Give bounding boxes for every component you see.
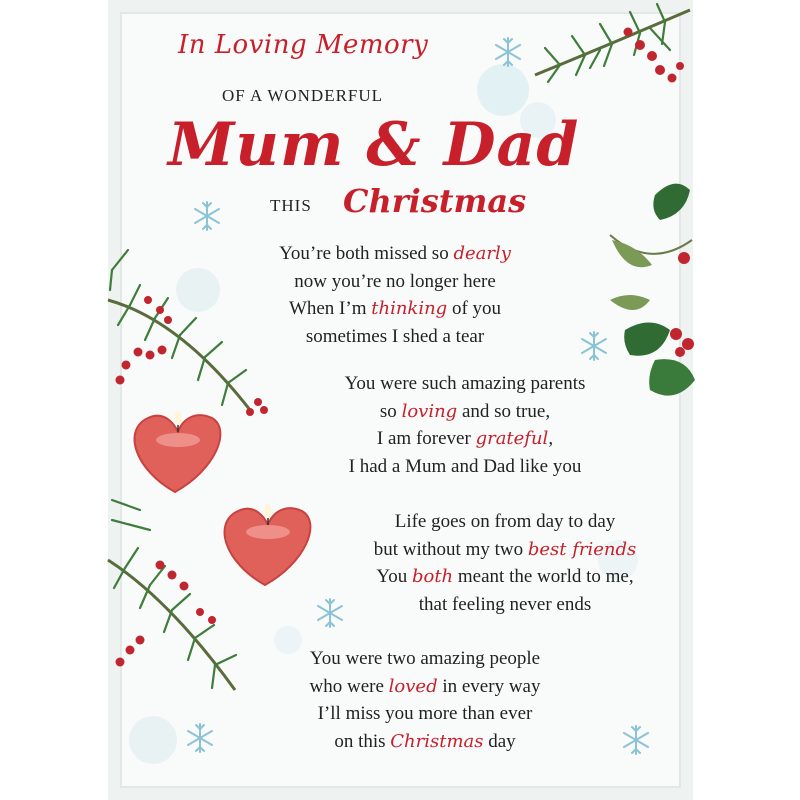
verse-2	[300, 370, 630, 480]
heading-christmas: Christmas	[343, 182, 527, 220]
heading-this: THIS	[270, 196, 312, 215]
verse-line: now you’re no longer here	[294, 270, 496, 292]
heading-in-loving-memory: In Loving Memory	[178, 30, 429, 60]
verse-line: so loving and so true,	[379, 400, 551, 422]
heart-candle-icon	[135, 411, 311, 585]
verse-line: but without my two best friends	[373, 538, 637, 560]
verse-4	[260, 645, 590, 755]
heading-mum-and-dad: Mum & Dad	[168, 110, 580, 180]
verse-line: I am forever grateful,	[376, 428, 554, 449]
verse-line: You both meant the world to me,	[376, 566, 634, 587]
heading-of-a-wonderful: OF A WONDERFUL	[222, 86, 384, 105]
holly-icon	[610, 184, 695, 396]
verse-1	[240, 240, 550, 350]
pine-branch-icon	[535, 4, 690, 83]
verse-line: Life goes on from day to day	[394, 511, 616, 532]
verse-line: sometimes I shed a tear	[305, 325, 485, 347]
verse-line: I had a Mum and Dad like you	[348, 455, 582, 477]
verse-3	[340, 508, 670, 618]
verse-line: that feeling never ends	[418, 593, 592, 615]
verse-line: who were loved in every way	[309, 675, 541, 697]
verse-line: You were such amazing parents	[344, 373, 586, 394]
verse-line: on this Christmas day	[334, 730, 516, 752]
verse-line: You were two amazing people	[309, 648, 541, 669]
verse-line: I’ll miss you more than ever	[317, 703, 533, 724]
pine-branch-icon	[108, 500, 236, 690]
verse-line: When I’m thinking of you	[288, 298, 502, 319]
verse-line: You’re both missed so dearly	[279, 243, 511, 264]
